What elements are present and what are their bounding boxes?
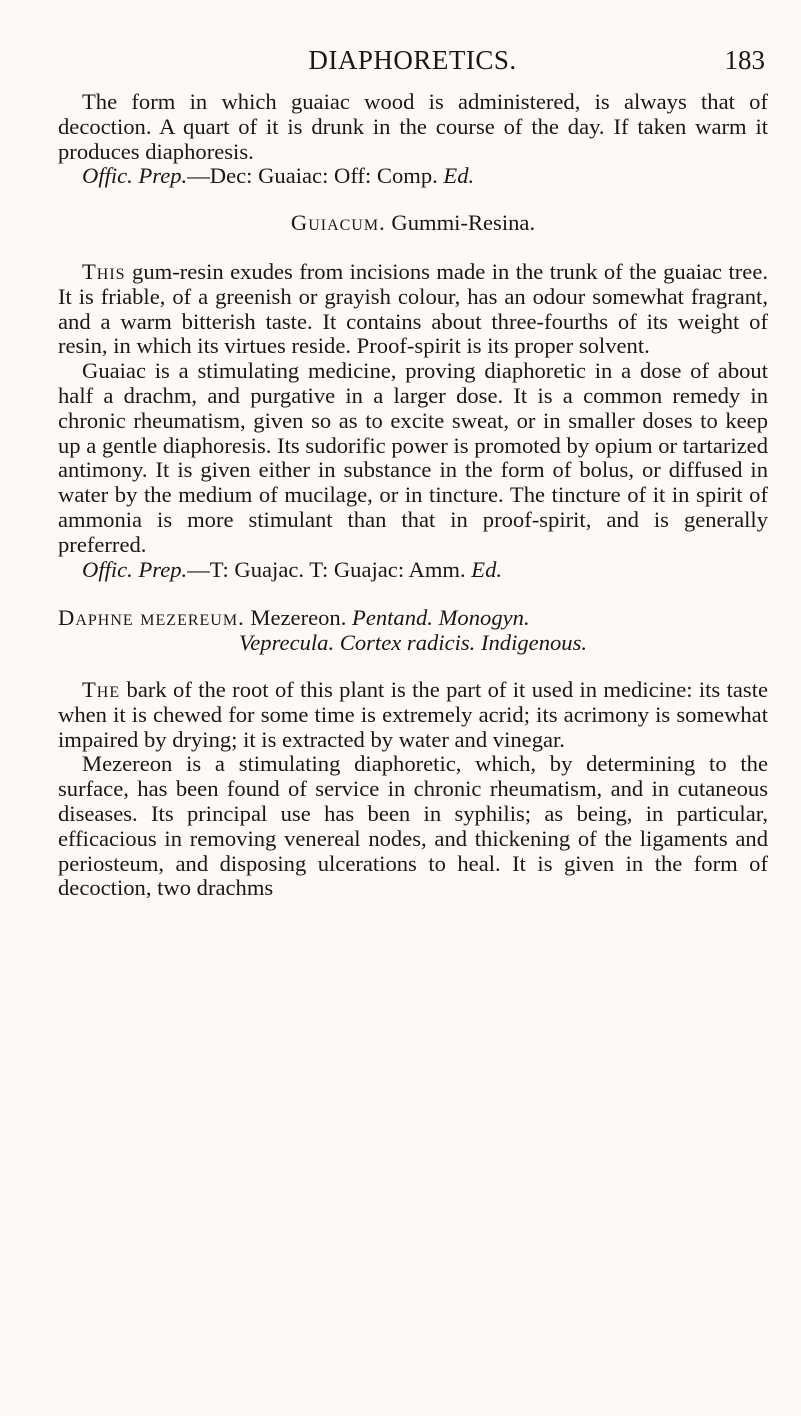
offic-text: —Dec: Guaiac: Off: Comp. (187, 163, 438, 189)
daphne-lead-word: The (82, 676, 121, 702)
running-head: DIAPHORETICS. (308, 45, 517, 75)
offic-ed: Ed. (443, 163, 475, 189)
guiacum-heading-rest: Gummi-Resina. (391, 210, 536, 236)
guaiac-wood-offic-prep (58, 164, 768, 189)
guiacum-p1-text: gum-resin exudes from incisions made in the trunk of the guaiac tree. It is friable, of a greenish or grayish colour, has an odour somewhat fragrant, and a warm bitterish taste. It contains about three-fourths of its weight of resin, in which its virtues reside. Proof-spirit is its proper solvent. (58, 258, 768, 359)
guiacum-heading-name: Guiacum. (290, 210, 386, 236)
body-text (58, 90, 768, 901)
daphne-heading-name: Daphne mezereum. (58, 605, 245, 631)
guaiac-wood-paragraph: The form in which guaiac wood is administered, is always that of decoction. A quart of it is drunk in the course of the day. If taken warm it produces diaphoresis. (58, 89, 768, 164)
daphne-paragraph-1 (58, 678, 768, 752)
offic-text: —T: Guajac. T: Guajac: Amm. (187, 556, 466, 582)
daphne-heading-common: Mezereon. (250, 605, 347, 631)
daphne-heading-line-2: Veprecula. Cortex radicis. Indigenous. (238, 630, 588, 656)
page-number: 183 (724, 45, 765, 75)
offic-label: Offic. Prep. (82, 163, 188, 189)
daphne-heading-line-1 (58, 606, 768, 631)
daphne-paragraph-2: Mezereon is a stimulating diaphoretic, which, by determining to the surface, has been found of service in chronic rheumatism, and in cutaneous diseases. Its principal use has been in syphilis; as being, in particular, efficacious in removing venereal nodes, and thickening of the ligaments and periosteum, and disposing ulcerations to heal. It is given in the form of decoction, two drachms (58, 751, 768, 901)
guiacum-offic-prep (58, 558, 768, 583)
daphne-heading-class: Pentand. Monogyn. (352, 605, 530, 631)
offic-label: Offic. Prep. (82, 556, 188, 582)
guiacum-lead-word: This (82, 258, 126, 284)
guiacum-paragraph-2: Guaiac is a stimulating medicine, proving diaphoretic in a dose of about half a drachm, and purgative in a larger dose. It is a common remedy in chronic rheumatism, given so as to excite sweat, or in smaller doses to keep up a gentle diaphoresis. Its sudorific power is promoted by opium or tartarized antimony. It is given either in substance in the form of bolus, or diffused in water by the medium of mucilage, or in tincture. The tincture of it in spirit of ammonia is more stimulant than that in proof-spirit, and is generally preferred. (58, 358, 768, 557)
page-header (60, 45, 765, 85)
daphne-p1-text: bark of the root of this plant is the part of it used in medicine: its taste when it is chewed for some time is extremely acrid; its acrimony is somewhat impaired by drying; it is extracted by water and vinegar. (58, 676, 768, 752)
offic-ed: Ed. (471, 556, 503, 582)
guiacum-paragraph-1 (58, 260, 768, 359)
guiacum-heading (58, 211, 768, 236)
